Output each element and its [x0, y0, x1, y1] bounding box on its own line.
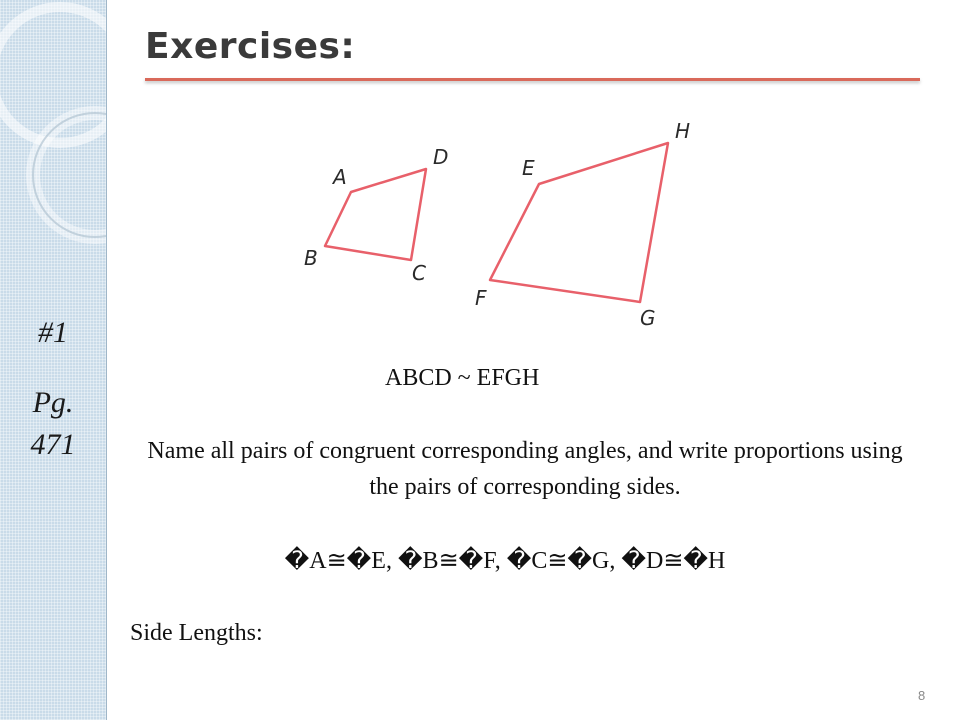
problem-number: #1 — [38, 316, 68, 349]
page-ref-line2: 471 — [30, 428, 76, 461]
congruent-angles: �A≅�E, �B≅�F, �C≅�G, �D≅�H — [284, 548, 726, 574]
page-number: 8 — [918, 688, 926, 703]
label-a: A — [333, 165, 347, 189]
question-text: Name all pairs of congruent corresponding angles, and write proportions using the pairs of corresponding sides. — [147, 438, 903, 500]
label-f: F — [475, 286, 487, 310]
side-lengths-label: Side Lengths: — [130, 620, 263, 646]
label-b: B — [304, 246, 318, 270]
label-g: G — [640, 306, 656, 330]
label-d: D — [433, 145, 449, 169]
label-e: E — [522, 156, 535, 180]
quadrilateral-efgh — [490, 143, 668, 302]
label-h: H — [675, 119, 691, 143]
label-c: C — [412, 261, 426, 285]
page-ref-line1: Pg. — [32, 386, 74, 419]
slide-title: Exercises: — [145, 26, 356, 67]
similarity-statement: ABCD ~ EFGH — [385, 365, 540, 391]
